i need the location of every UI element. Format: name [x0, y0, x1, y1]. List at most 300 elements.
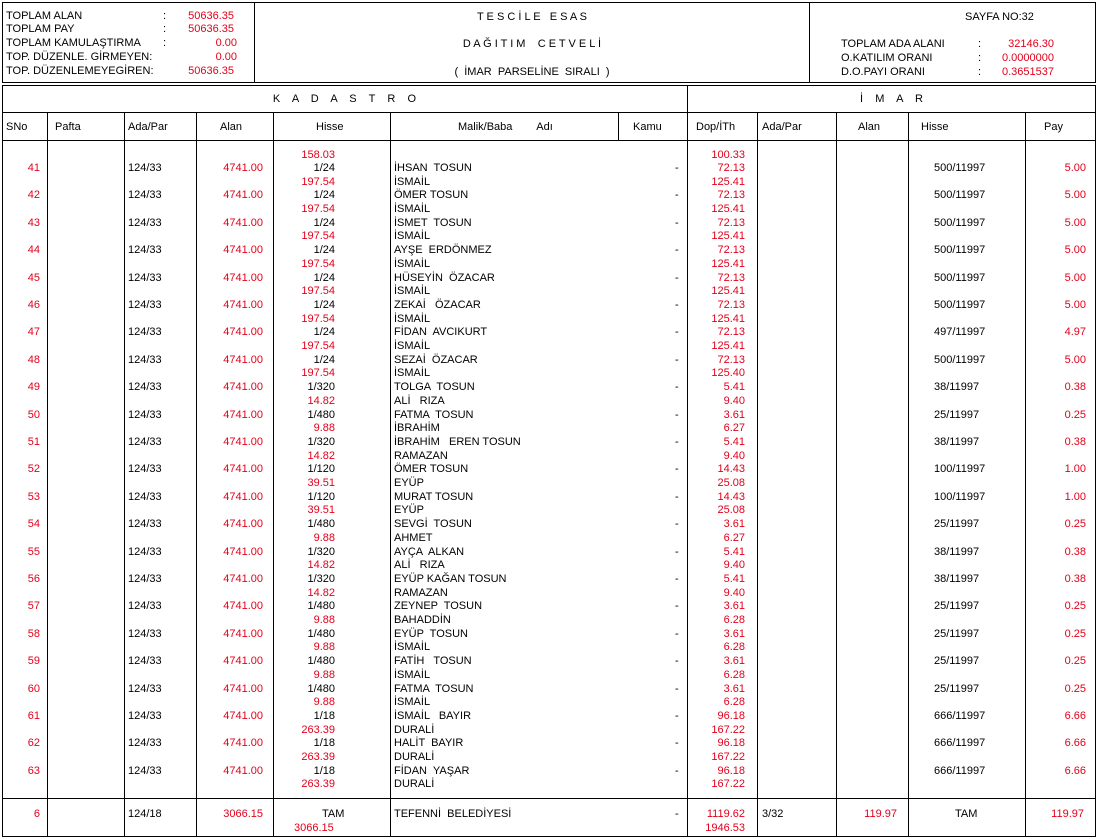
row-dop-amount: 6.28 — [723, 614, 745, 626]
row-alan: 4741.00 — [223, 189, 263, 202]
row-sno: 56 — [27, 573, 40, 585]
footer-hisse2: 3066.15 — [294, 822, 334, 834]
row-hisse: 1/24 — [313, 216, 335, 229]
row-malik-name: AYŞE ERDÖNMEZ — [394, 244, 492, 257]
row-hisse: 1/320 — [307, 545, 335, 558]
col-header-dop: Dop/İTh — [696, 121, 736, 133]
row-pay: 0.25 — [1064, 600, 1086, 613]
row-imar-hisse: 25/11997 — [934, 408, 980, 421]
row-adapar: 124/33 — [128, 326, 162, 339]
row-pay: 0.25 — [1064, 408, 1086, 421]
row-hisse-amount: 197.54 — [301, 175, 335, 188]
info-label: D.O.PAYI ORANI — [841, 66, 925, 78]
hisse-prefix: 158.03 — [301, 149, 335, 161]
row-hisse-amount: 39.51 — [307, 477, 335, 489]
row-kamu: - — [675, 271, 679, 284]
row-dop: 72.13 — [717, 353, 745, 366]
row-hisse: 1/320 — [307, 381, 335, 394]
row-kamu: - — [675, 408, 679, 421]
row-hisse: 1/480 — [307, 655, 335, 668]
summary-label: TOPLAM KAMULAŞTIRMA — [6, 37, 141, 49]
summary-value: 50636.35 — [188, 10, 234, 22]
row-father-name: RAMAZAN — [394, 586, 448, 599]
row-hisse-amount: 197.54 — [301, 203, 335, 215]
row-sno: 55 — [27, 545, 40, 558]
row-hisse-amount: 197.54 — [301, 257, 335, 270]
row-kamu: - — [675, 216, 679, 229]
footer-divider — [2, 798, 1096, 799]
row-father-name: RAMAZAN — [394, 449, 448, 462]
col-line — [47, 112, 48, 837]
row-dop-amount: 6.27 — [723, 422, 745, 435]
row-imar-hisse: 38/11997 — [934, 436, 980, 448]
section-imar: İ M A R — [860, 93, 923, 105]
col-header-malik: Malik/Baba Adı — [458, 121, 553, 133]
row-alan: 4741.00 — [223, 764, 263, 777]
row-dop-amount: 125.41 — [711, 175, 745, 188]
row-dop-amount: 6.28 — [723, 641, 745, 654]
row-adapar: 124/33 — [128, 627, 162, 640]
row-adapar: 124/33 — [128, 600, 162, 613]
row-malik-name: ÖMER TOSUN — [394, 463, 469, 476]
row-sno: 53 — [27, 490, 40, 503]
row-hisse-amount: 14.82 — [307, 559, 335, 572]
row-dop-amount: 25.08 — [717, 477, 745, 489]
row-hisse: 1/24 — [313, 189, 335, 202]
row-sno: 50 — [27, 408, 40, 421]
row-dop: 72.13 — [717, 271, 745, 284]
row-dop-amount: 9.40 — [723, 586, 745, 599]
summary-value: 50636.35 — [188, 23, 234, 35]
row-dop-amount: 125.41 — [711, 203, 745, 215]
row-kamu: - — [675, 764, 679, 777]
row-dop: 14.43 — [717, 490, 745, 503]
row-malik-name: HÜSEYİN ÖZACAR — [394, 271, 495, 284]
row-sno: 43 — [27, 216, 40, 229]
row-hisse: 1/120 — [307, 463, 335, 476]
row-sno: 51 — [27, 436, 40, 448]
row-dop: 96.18 — [717, 710, 745, 722]
page-number: SAYFA NO:32 — [965, 11, 1034, 23]
info-label: O.KATILIM ORANI — [841, 52, 933, 64]
main-table-frame — [2, 85, 1096, 837]
row-malik-name: FATMA TOSUN — [394, 682, 474, 695]
row-malik-name: FİDAN AVCIKURT — [394, 326, 488, 339]
row-hisse: 1/320 — [307, 436, 335, 448]
row-pay: 0.38 — [1064, 545, 1086, 558]
col-header-pay: Pay — [1044, 121, 1063, 133]
row-sno: 60 — [27, 682, 40, 695]
row-father-name: İSMAİL — [394, 367, 431, 380]
row-hisse: 1/320 — [307, 573, 335, 585]
row-father-name: DURALİ — [394, 778, 435, 791]
row-pay: 0.38 — [1064, 436, 1086, 448]
row-kamu: - — [675, 463, 679, 476]
row-imar-hisse: 666/11997 — [934, 710, 986, 722]
col-line — [618, 112, 619, 140]
row-hisse-amount: 9.88 — [313, 422, 335, 435]
row-kamu: - — [675, 627, 679, 640]
row-kamu: - — [675, 545, 679, 558]
row-adapar: 124/33 — [128, 381, 162, 394]
row-sno: 57 — [27, 600, 40, 613]
row-hisse: 1/18 — [313, 764, 335, 777]
title-line-2: D A Ğ I T I M C E T V E L İ — [462, 38, 602, 50]
row-imar-hisse: 25/11997 — [934, 600, 980, 613]
row-adapar: 124/33 — [128, 518, 162, 531]
row-malik-name: EYÜP TOSUN — [394, 627, 468, 640]
row-imar-hisse: 25/11997 — [934, 627, 980, 640]
summary-value: 0.00 — [215, 51, 237, 63]
row-malik-name: İHSAN TOSUN — [394, 162, 472, 174]
row-kamu: - — [675, 436, 679, 448]
row-alan: 4741.00 — [223, 326, 263, 339]
row-sno: 49 — [27, 381, 40, 394]
row-alan: 4741.00 — [223, 353, 263, 366]
row-hisse: 1/24 — [313, 244, 335, 257]
summary-colon: : — [163, 23, 167, 35]
summary-value: 0.00 — [215, 37, 237, 49]
row-sno: 62 — [27, 737, 40, 750]
summary-colon: : — [163, 10, 167, 22]
row-father-name: İSMAİL — [394, 641, 431, 654]
row-father-name: BAHADDİN — [394, 614, 451, 626]
col-header-alan: Alan — [220, 121, 243, 133]
row-malik-name: FATİH TOSUN — [394, 655, 472, 668]
row-pay: 0.38 — [1064, 381, 1086, 394]
row-sno: 44 — [27, 244, 40, 257]
row-hisse-amount: 197.54 — [301, 367, 335, 380]
row-dop: 72.13 — [717, 216, 745, 229]
row-hisse: 1/24 — [313, 271, 335, 284]
footer-dop2: 1946.53 — [705, 822, 745, 834]
info-value: 0.3651537 — [1002, 66, 1054, 78]
row-alan: 4741.00 — [223, 682, 263, 695]
row-malik-name: TOLGA TOSUN — [394, 381, 475, 394]
row-dop-amount: 9.40 — [723, 559, 745, 572]
row-imar-hisse: 25/11997 — [934, 682, 980, 695]
row-dop-amount: 167.22 — [711, 723, 745, 736]
row-sno: 58 — [27, 627, 40, 640]
row-hisse-amount: 263.39 — [301, 751, 335, 763]
footer-imar-alan: 119.97 — [864, 808, 897, 820]
row-father-name: DURALİ — [394, 723, 435, 736]
row-pay: 5.00 — [1064, 189, 1086, 202]
row-imar-hisse: 38/11997 — [934, 545, 980, 558]
row-hisse-amount: 9.88 — [313, 641, 335, 654]
row-imar-hisse: 500/11997 — [934, 189, 986, 202]
row-sno: 46 — [27, 299, 40, 311]
row-father-name: İSMAİL — [394, 203, 431, 215]
row-malik-name: EYÜP KAĞAN TOSUN — [394, 573, 507, 585]
row-adapar: 124/33 — [128, 490, 162, 503]
row-father-name: İBRAHİM — [394, 422, 440, 435]
summary-label: TOP. DÜZENLE. GİRMEYEN: — [6, 51, 153, 63]
row-alan: 4741.00 — [223, 545, 263, 558]
col-line — [124, 112, 125, 837]
col-line — [908, 112, 909, 837]
row-kamu: - — [675, 682, 679, 695]
row-dop: 3.61 — [723, 518, 745, 531]
row-hisse: 1/24 — [313, 326, 335, 339]
row-father-name: ALİ RIZA — [394, 559, 445, 572]
row-sno: 54 — [27, 518, 40, 531]
row-imar-hisse: 666/11997 — [934, 737, 986, 750]
row-adapar: 124/33 — [128, 764, 162, 777]
row-father-name: ALİ RIZA — [394, 394, 445, 407]
row-adapar: 124/33 — [128, 271, 162, 284]
col-header-kamu: Kamu — [633, 121, 662, 133]
row-malik-name: ZEYNEP TOSUN — [394, 600, 483, 613]
row-dop-amount: 167.22 — [711, 751, 745, 763]
row-hisse-amount: 197.54 — [301, 230, 335, 243]
footer-imar-adapar: 3/32 — [762, 808, 784, 820]
row-dop: 3.61 — [723, 655, 745, 668]
row-alan: 4741.00 — [223, 600, 263, 613]
row-hisse: 1/480 — [307, 518, 335, 531]
row-pay: 5.00 — [1064, 271, 1086, 284]
info-colon: : — [978, 52, 982, 64]
col-header-pafta: Pafta — [55, 121, 81, 133]
row-adapar: 124/33 — [128, 463, 162, 476]
row-adapar: 124/33 — [128, 545, 162, 558]
row-dop: 96.18 — [717, 764, 745, 777]
row-alan: 4741.00 — [223, 463, 263, 476]
row-alan: 4741.00 — [223, 162, 263, 174]
info-label: TOPLAM ADA ALANI — [841, 38, 945, 50]
row-dop: 5.41 — [723, 545, 745, 558]
row-hisse-amount: 14.82 — [307, 449, 335, 462]
row-hisse: 1/24 — [313, 353, 335, 366]
row-adapar: 124/33 — [128, 710, 162, 722]
row-malik-name: İSMAİL BAYIR — [394, 710, 472, 722]
summary-label: TOPLAM ALAN — [6, 10, 83, 22]
title-line-3: ( İMAR PARSELİNE SIRALI ) — [454, 66, 610, 78]
row-kamu: - — [675, 737, 679, 750]
col-line — [836, 112, 837, 837]
row-malik-name: ÖMER TOSUN — [394, 189, 469, 202]
row-pay: 5.00 — [1064, 353, 1086, 366]
row-kamu: - — [675, 655, 679, 668]
footer-alan: 3066.15 — [223, 808, 263, 820]
summary-label: TOP. DÜZENLEMEYEGİREN: — [6, 65, 154, 77]
row-father-name: İSMAİL — [394, 696, 431, 709]
row-pay: 4.97 — [1064, 326, 1086, 339]
row-sno: 41 — [27, 162, 40, 174]
row-hisse: 1/18 — [313, 710, 335, 722]
row-adapar: 124/33 — [128, 189, 162, 202]
row-pay: 6.66 — [1064, 764, 1086, 777]
row-hisse-amount: 9.88 — [313, 668, 335, 681]
summary-label: TOPLAM PAY — [6, 23, 75, 35]
row-father-name: EYÜP — [394, 504, 424, 517]
dop-prefix: 100.33 — [711, 149, 745, 161]
row-kamu: - — [675, 326, 679, 339]
row-imar-hisse: 25/11997 — [934, 655, 980, 668]
row-kamu: - — [675, 573, 679, 585]
footer-name: TEFENNİ BELEDİYESİ — [394, 808, 512, 820]
row-adapar: 124/33 — [128, 299, 162, 311]
row-pay: 5.00 — [1064, 299, 1086, 311]
row-alan: 4741.00 — [223, 381, 263, 394]
row-dop-amount: 9.40 — [723, 394, 745, 407]
row-father-name: İSMAİL — [394, 230, 431, 243]
row-hisse-amount: 263.39 — [301, 723, 335, 736]
row-malik-name: HALİT BAYIR — [394, 737, 464, 750]
row-malik-name: AYÇA ALKAN — [394, 545, 465, 558]
col-line — [390, 112, 391, 837]
row-dop: 5.41 — [723, 381, 745, 394]
row-dop-amount: 6.27 — [723, 531, 745, 544]
row-adapar: 124/33 — [128, 408, 162, 421]
row-adapar: 124/33 — [128, 682, 162, 695]
row-imar-hisse: 497/11997 — [934, 326, 986, 339]
row-imar-hisse: 38/11997 — [934, 381, 980, 394]
row-sno: 42 — [27, 189, 40, 202]
row-hisse: 1/480 — [307, 408, 335, 421]
row-dop: 72.13 — [717, 162, 745, 174]
section-kadastro: K A D A S T R O — [272, 93, 417, 105]
row-kamu: - — [675, 244, 679, 257]
row-malik-name: İSMET TOSUN — [394, 216, 472, 229]
row-malik-name: ZEKAİ ÖZACAR — [394, 299, 481, 311]
info-value: 32146.30 — [1008, 38, 1054, 50]
col-header-imar-adapar: Ada/Par — [762, 121, 802, 133]
info-colon: : — [978, 66, 982, 78]
summary-value: 50636.35 — [188, 65, 234, 77]
row-dop: 72.13 — [717, 326, 745, 339]
row-dop-amount: 125.41 — [711, 230, 745, 243]
row-adapar: 124/33 — [128, 353, 162, 366]
row-hisse: 1/480 — [307, 682, 335, 695]
row-hisse: 1/24 — [313, 162, 335, 174]
row-pay: 5.00 — [1064, 244, 1086, 257]
row-alan: 4741.00 — [223, 490, 263, 503]
row-father-name: DURALİ — [394, 751, 435, 763]
row-dop: 72.13 — [717, 189, 745, 202]
row-malik-name: FATMA TOSUN — [394, 408, 474, 421]
row-pay: 0.25 — [1064, 682, 1086, 695]
row-malik-name: MURAT TOSUN — [394, 490, 474, 503]
row-imar-hisse: 25/11997 — [934, 518, 980, 531]
row-sno: 48 — [27, 353, 40, 366]
row-adapar: 124/33 — [128, 655, 162, 668]
col-line — [757, 112, 758, 837]
row-dop-amount: 9.40 — [723, 449, 745, 462]
row-alan: 4741.00 — [223, 710, 263, 722]
row-malik-name: İBRAHİM EREN TOSUN — [394, 436, 521, 448]
row-sno: 47 — [27, 326, 40, 339]
row-imar-hisse: 500/11997 — [934, 244, 986, 257]
row-sno: 63 — [27, 764, 40, 777]
row-dop-amount: 125.41 — [711, 285, 745, 298]
row-pay: 5.00 — [1064, 162, 1086, 174]
row-alan: 4741.00 — [223, 737, 263, 750]
row-sno: 59 — [27, 655, 40, 668]
row-father-name: İSMAİL — [394, 340, 431, 352]
row-kamu: - — [675, 162, 679, 174]
row-imar-hisse: 100/11997 — [934, 490, 986, 503]
row-adapar: 124/33 — [128, 436, 162, 448]
row-kamu: - — [675, 710, 679, 722]
row-hisse: 1/480 — [307, 627, 335, 640]
row-pay: 6.66 — [1064, 710, 1086, 722]
row-sno: 61 — [27, 710, 40, 722]
row-pay: 0.25 — [1064, 518, 1086, 531]
summary-colon: : — [163, 37, 167, 49]
row-imar-hisse: 500/11997 — [934, 271, 986, 284]
row-dop-amount: 6.28 — [723, 696, 745, 709]
col-header-imar-hisse: Hisse — [921, 121, 949, 133]
row-kamu: - — [675, 353, 679, 366]
section-divider — [2, 112, 1096, 113]
info-value: 0.0000000 — [1002, 52, 1054, 64]
row-hisse-amount: 263.39 — [301, 778, 335, 791]
row-alan: 4741.00 — [223, 244, 263, 257]
row-pay: 1.00 — [1064, 463, 1086, 476]
row-alan: 4741.00 — [223, 518, 263, 531]
row-hisse-amount: 14.82 — [307, 586, 335, 599]
row-hisse-amount: 39.51 — [307, 504, 335, 517]
footer-imar-hisse: TAM — [955, 808, 978, 820]
footer-sno: 6 — [33, 808, 40, 820]
row-father-name: İSMAİL — [394, 175, 431, 188]
row-dop-amount: 125.40 — [711, 367, 745, 380]
row-pay: 0.25 — [1064, 627, 1086, 640]
row-dop-amount: 167.22 — [711, 778, 745, 791]
row-father-name: AHMET — [394, 531, 433, 544]
row-kamu: - — [675, 518, 679, 531]
row-father-name: İSMAİL — [394, 285, 431, 298]
row-kamu: - — [675, 490, 679, 503]
row-sno: 52 — [27, 463, 40, 476]
row-dop-amount: 125.41 — [711, 257, 745, 270]
row-father-name: EYÜP — [394, 477, 424, 489]
row-hisse: 1/24 — [313, 299, 335, 311]
row-hisse: 1/18 — [313, 737, 335, 750]
col-header-hisse: Hisse — [316, 121, 344, 133]
row-hisse-amount: 197.54 — [301, 312, 335, 325]
row-hisse-amount: 9.88 — [313, 696, 335, 709]
footer-hisse: TAM — [322, 808, 345, 820]
row-alan: 4741.00 — [223, 627, 263, 640]
row-dop: 3.61 — [723, 627, 745, 640]
row-kamu: - — [675, 600, 679, 613]
row-hisse-amount: 197.54 — [301, 340, 335, 352]
row-alan: 4741.00 — [223, 655, 263, 668]
info-colon: : — [978, 38, 982, 50]
row-imar-hisse: 500/11997 — [934, 216, 986, 229]
row-kamu: - — [675, 381, 679, 394]
row-dop-amount: 125.41 — [711, 340, 745, 352]
row-malik-name: SEVGİ TOSUN — [394, 518, 472, 531]
col-header-sno: SNo — [6, 121, 28, 133]
footer-dop: 1119.62 — [706, 808, 745, 820]
row-father-name: İSMAİL — [394, 312, 431, 325]
row-malik-name: FİDAN YAŞAR — [394, 764, 470, 777]
row-alan: 4741.00 — [223, 573, 263, 585]
row-father-name: İSMAİL — [394, 257, 431, 270]
row-dop: 3.61 — [723, 408, 745, 421]
row-pay: 0.38 — [1064, 573, 1086, 585]
row-hisse-amount: 197.54 — [301, 285, 335, 298]
row-hisse-amount: 14.82 — [307, 394, 335, 407]
row-sno: 45 — [27, 271, 40, 284]
row-dop: 5.41 — [723, 573, 745, 585]
row-alan: 4741.00 — [223, 436, 263, 448]
row-pay: 0.25 — [1064, 655, 1086, 668]
row-dop: 5.41 — [723, 436, 745, 448]
